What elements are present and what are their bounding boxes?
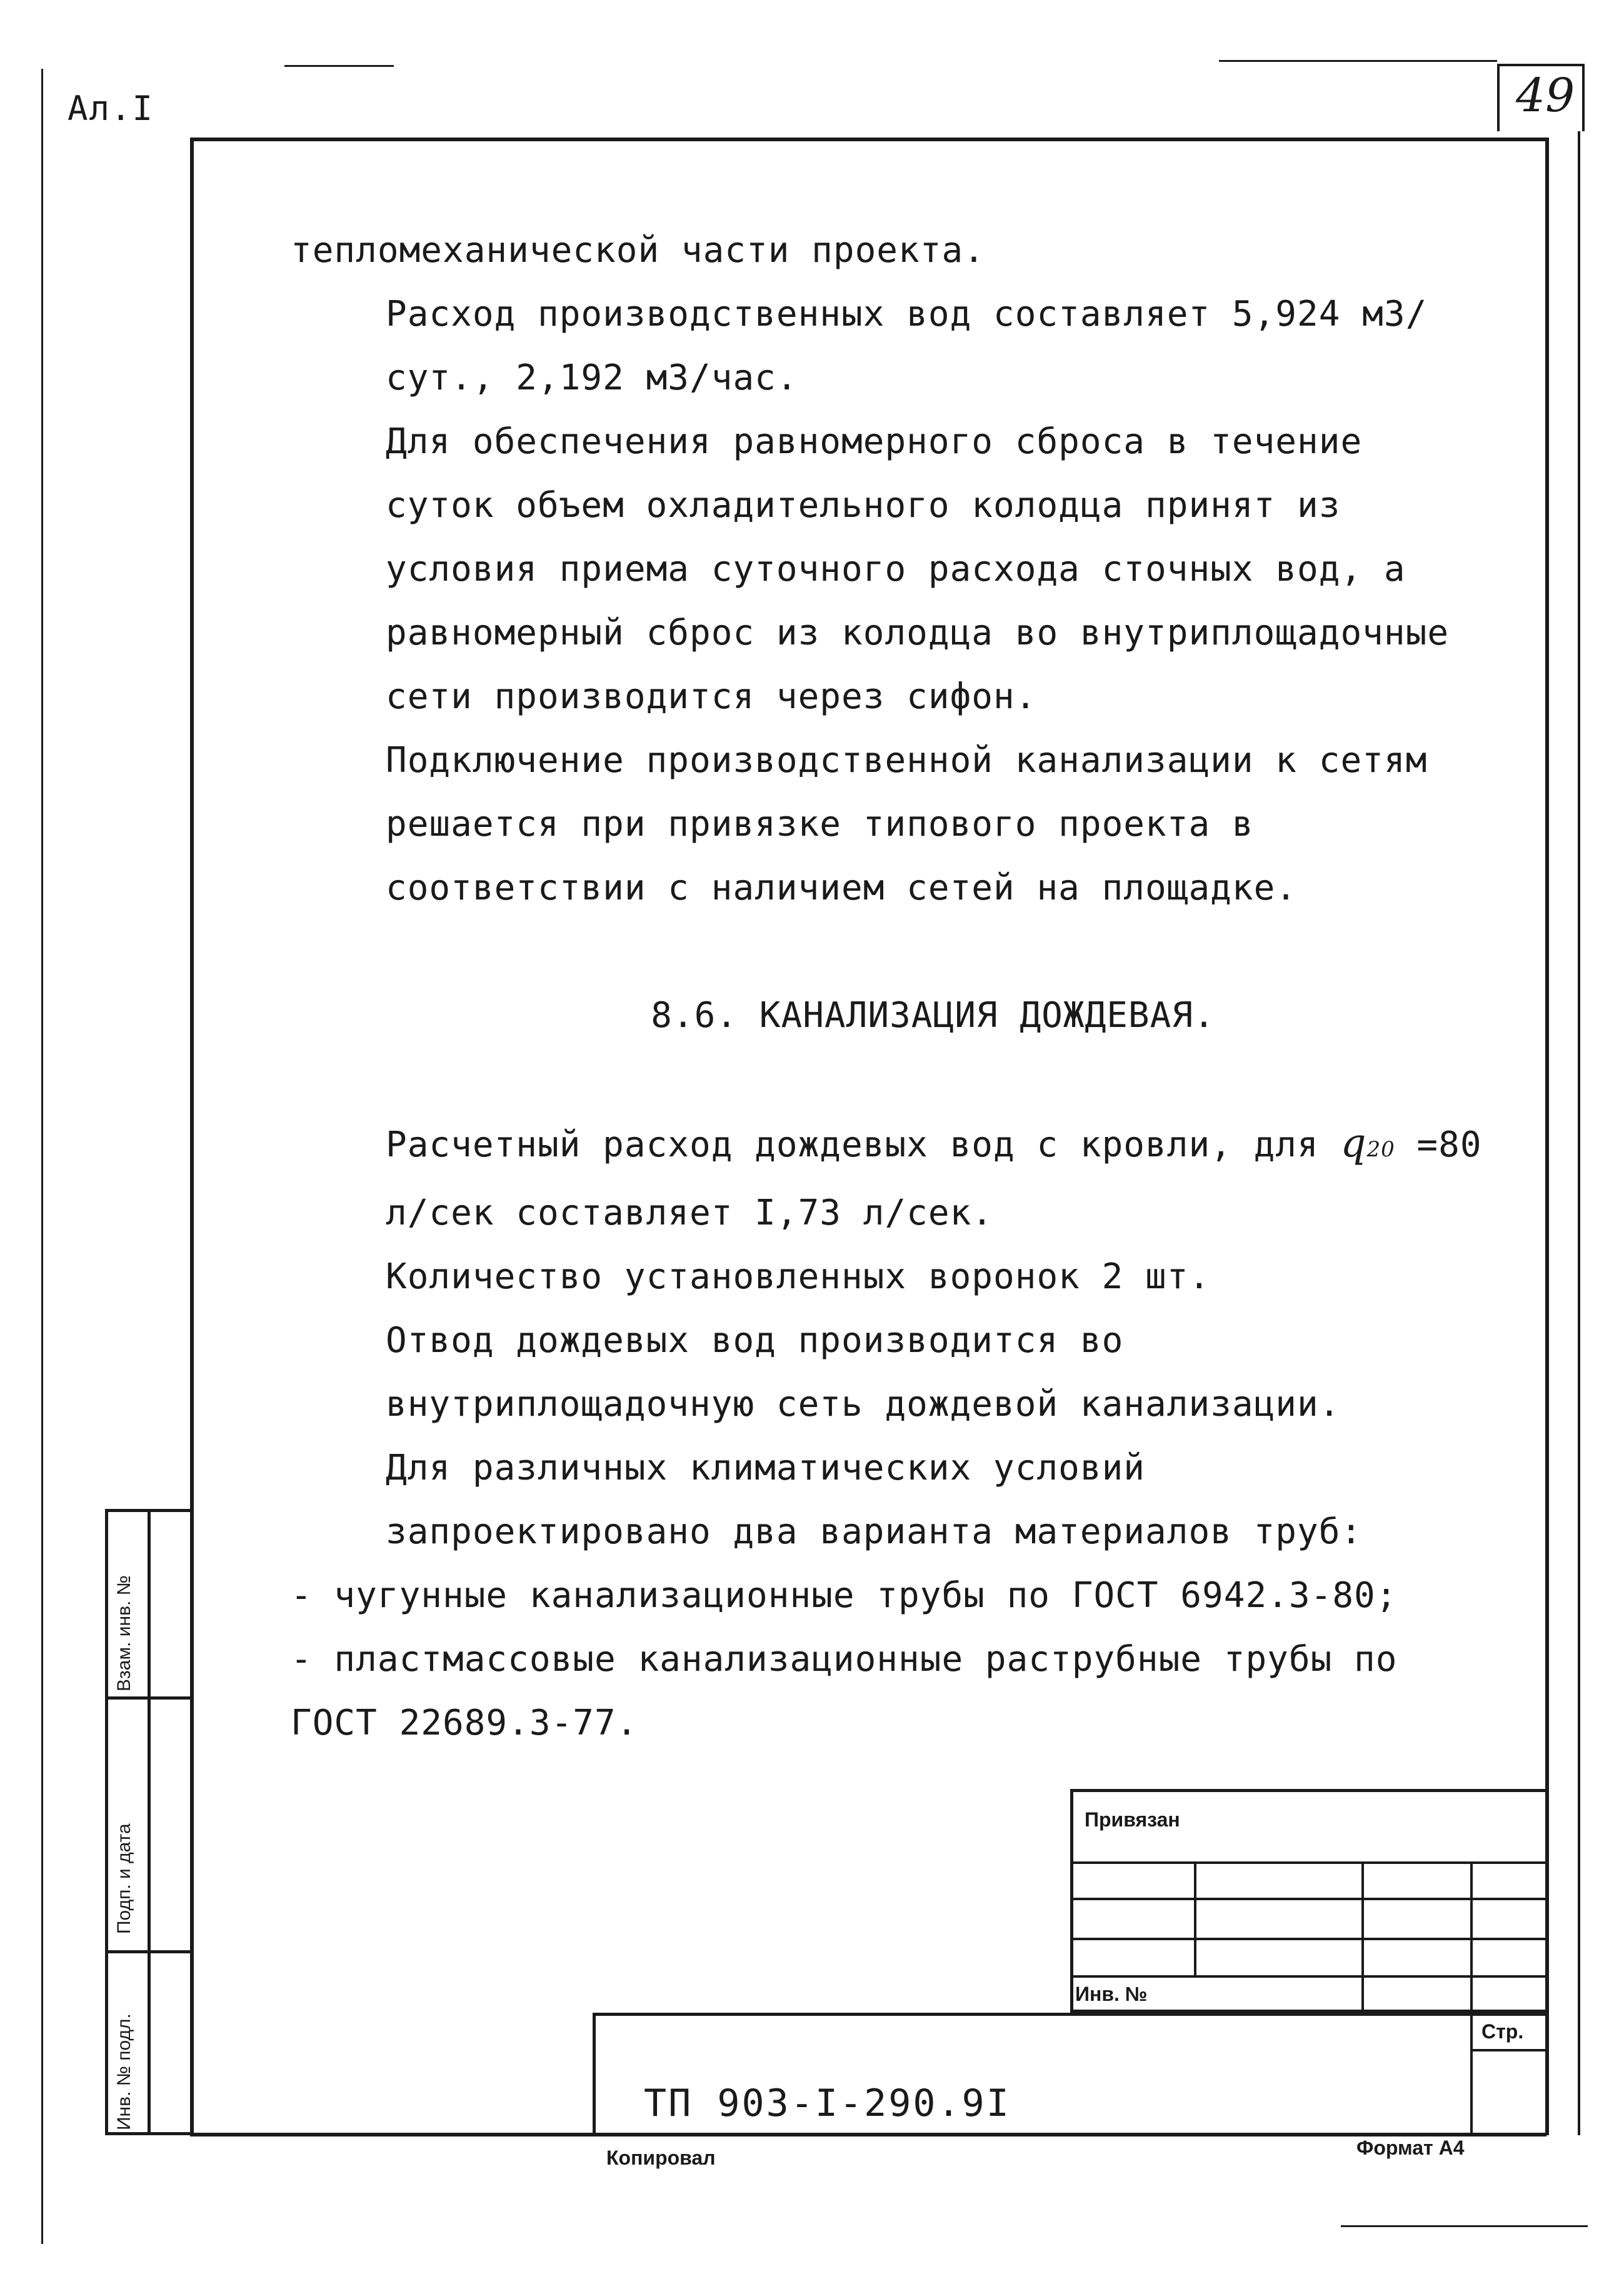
list-item: - пластмассовые канализационные раструбные трубы по ГОСТ 22689.3-77. (291, 1639, 1398, 1743)
list-item: - чугунные канализационные трубы по ГОСТ 6942.3-80; (291, 1575, 1398, 1616)
binding-row-line (1070, 1898, 1545, 1900)
rain-flow-result: составляет I,73 л/сек. (516, 1193, 994, 1233)
page-label: Стр. (1481, 2020, 1524, 2043)
paragraph-cooling-well: Для обеспечения равномерного сброса в течение суток объем охладительного колодца принят из условия приема суточного расхода сточных вод, а равномерный сброс из колодца во внутриплощадочные сети производится через сифон. (386, 421, 1450, 717)
format-label: Формат А4 (1356, 2136, 1465, 2159)
side-label-inv-original: Инв. № подл. (114, 2013, 134, 2130)
binding-row-line (1070, 1861, 1545, 1864)
document-code: ТП 903-I-290.9I (644, 2081, 1011, 2125)
left-binding-line (41, 69, 43, 2244)
paragraph-connection: Подключение производственной канализации к сетям решается при привязке типового проекта в соответствии с наличием сетей на площадке. (386, 740, 1428, 908)
bottom-rule (1341, 2225, 1588, 2227)
binding-col-line (1194, 1861, 1196, 1978)
binding-row-line (1070, 1938, 1545, 1940)
side-stamp-divider (148, 1509, 151, 2135)
paragraph-continuation: тепломеханической части проекта. (291, 230, 985, 271)
paragraph-drainage: Отвод дождевых вод производится во внутриплощадочную сеть дождевой канализации. (386, 1320, 1341, 1425)
binding-col-line (1361, 1861, 1364, 2013)
side-stamp-row-divider (105, 1950, 194, 1953)
paragraph-rain-flow (291, 1111, 1485, 1245)
binding-col-line (1470, 1861, 1473, 2013)
paragraph-production-flow: Расход производственных вод составляет 5,924 м3/сут., 2,192 м3/час. (386, 294, 1428, 398)
rain-flow-subscript: 20 (1366, 1137, 1395, 1162)
rain-flow-symbol: q (1340, 1120, 1367, 1166)
page-number: 49 (1516, 69, 1575, 123)
frame-bottom (190, 2133, 1546, 2136)
title-block-page-row (1470, 2049, 1545, 2051)
title-block-page-col (1470, 2013, 1473, 2135)
rain-flow-prefix: Расчетный расход дождевых вод с кровли, для (386, 1124, 1319, 1165)
copied-label: Копировал (606, 2146, 716, 2169)
frame-outer-right (1578, 131, 1580, 2135)
document-body (291, 219, 1485, 1755)
section-heading: 8.6. КАНАЛИЗАЦИЯ ДОЖДЕВАЯ. (651, 995, 1215, 1036)
paragraph-climate: Для различных климатических условий запроектировано два варианта материалов труб: (386, 1448, 1363, 1552)
top-rule-left (284, 65, 394, 67)
bound-label: Привязан (1085, 1808, 1180, 1831)
top-rule-right (1219, 60, 1497, 62)
sheet-code: Ал.I (68, 89, 154, 128)
rain-flow-suffix: =80 л/сек (386, 1124, 1482, 1233)
side-label-replaced-inv: Взам. инв. № (114, 1575, 134, 1691)
inv-no-label: Инв. № (1075, 1983, 1148, 2005)
paragraph-funnels: Количество установленных воронок 2 шт. (386, 1256, 1211, 1297)
binding-row-line (1070, 1975, 1545, 1978)
side-label-sign-date: Подп. и дата (114, 1823, 134, 1934)
side-stamp-row-divider (105, 1696, 194, 1700)
